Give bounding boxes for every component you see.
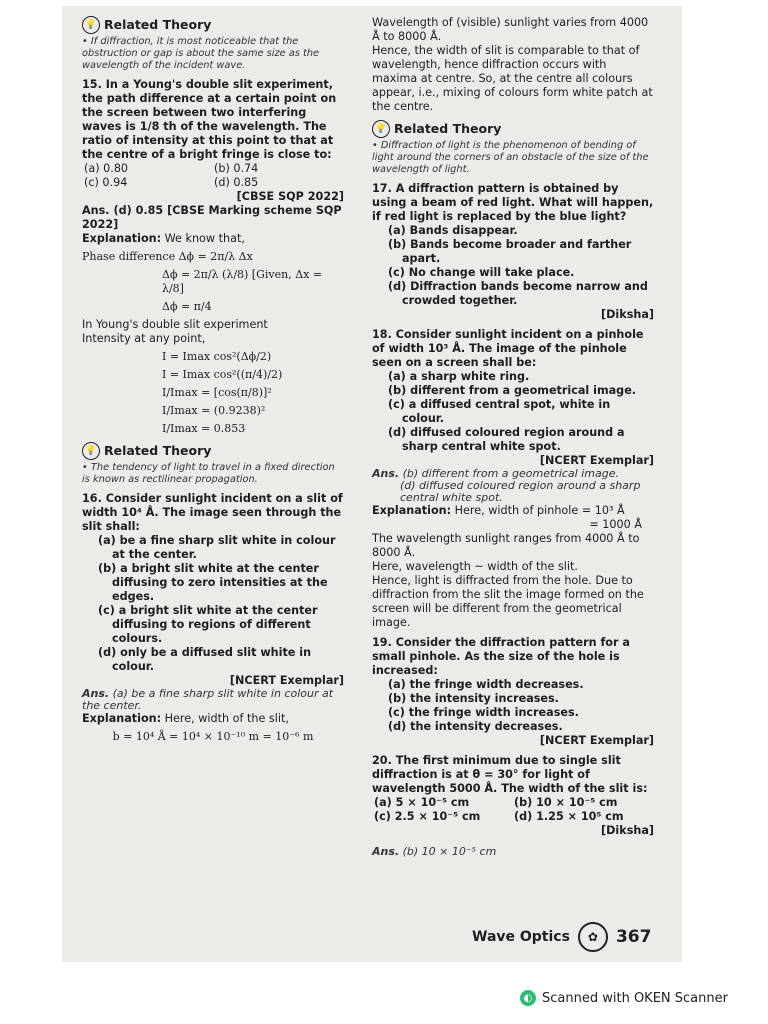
- flower-logo-icon: ✿: [578, 922, 608, 952]
- lightbulb-icon: 💡: [82, 442, 100, 460]
- equation: I/Imax = (0.9238)²: [162, 404, 266, 417]
- question-19: 19. Consider the diffraction pattern for a small pinhole. As the size of the hole is increased:: [372, 636, 630, 677]
- question-stem: A diffraction pattern is obtained by using a beam of red light. What will happen, if red light is replaced by the blue light?: [372, 182, 654, 223]
- equation: Δϕ = π/4: [162, 300, 212, 313]
- equation: = 1000 Å: [589, 518, 642, 531]
- source-tag: [Diksha]: [601, 824, 654, 837]
- explanation: Explanation: We know that,: [82, 232, 245, 245]
- answer-line: Ans. (b) 10 × 10⁻⁵ cm: [372, 845, 497, 858]
- question-18: 18. Consider sunlight incident on a pinhole of width 10³ Å. The image of the pinhole seen on a screen shall be:: [372, 328, 644, 369]
- option: (a) be a fine sharp slit white in colour at the center.: [98, 534, 336, 561]
- question-stem: Consider sunlight incident on a slit of width 10⁴ Å. The image seen through the slit shall:: [82, 492, 343, 533]
- option: (c) No change will take place.: [388, 266, 575, 279]
- option: (a) the fringe width decreases.: [388, 678, 584, 691]
- option: (d) only be a diffused slit white in colour.: [98, 646, 312, 673]
- equation: I = Imax cos²((π/4)/2): [162, 368, 283, 381]
- explanation: Explanation: Here, width of pinhole = 10³ Å: [372, 504, 625, 517]
- option: (d) 1.25 × 10⁵ cm: [514, 810, 624, 823]
- chapter-title: Wave Optics: [472, 929, 570, 945]
- oken-logo-icon: ◐: [520, 990, 536, 1006]
- source-tag: [NCERT Exemplar]: [229, 674, 344, 687]
- option: (b) different from a geometrical image.: [388, 384, 637, 397]
- related-theory-text: • The tendency of light to travel in a fixed direction is known as rectilinear propagation.: [82, 462, 335, 485]
- options-row: [374, 810, 654, 824]
- explanation: Explanation: Here, width of the slit,: [82, 712, 289, 725]
- question-stem: Consider the diffraction pattern for a small pinhole. As the size of the hole is increased:: [372, 636, 630, 677]
- option: (d) the intensity decreases.: [388, 720, 563, 733]
- equation: I = Imax cos²(Δϕ/2): [162, 350, 272, 363]
- equation: I/Imax = [cos(π/8)]²: [162, 386, 272, 399]
- answer-line: Ans. (d) 0.85 [CBSE Marking scheme SQP 2022]: [82, 204, 342, 231]
- option: (c) a bright slit white at the center diffusing to regions of different colours.: [98, 604, 318, 645]
- option: (c) a diffused central spot, white in colour.: [388, 398, 611, 425]
- scanner-watermark: [520, 990, 728, 1006]
- question-17: 17. A diffraction pattern is obtained by using a beam of red light. What will happen, if red light is replaced by the blue light?: [372, 182, 654, 223]
- source-tag: [CBSE SQP 2022]: [236, 190, 344, 203]
- option: (a) 0.80: [84, 162, 129, 175]
- question-stem: The first minimum due to single slit diffraction is at θ = 30° for light of wavelength 5000 Å. The width of the slit is:: [372, 754, 648, 795]
- question-stem: Consider sunlight incident on a pinhole of width 10³ Å. The image of the pinhole seen on a screen shall be:: [372, 328, 644, 369]
- option: (b) 0.74: [214, 162, 259, 175]
- option: (b) Bands become broader and farther apart.: [388, 238, 632, 265]
- option: (d) diffused coloured region around a sharp central white spot.: [388, 426, 625, 453]
- lightbulb-icon: 💡: [82, 16, 100, 34]
- option: (a) 5 × 10⁻⁵ cm: [374, 796, 470, 809]
- option: (c) 2.5 × 10⁻⁵ cm: [374, 810, 481, 823]
- body-text: In Young's double slit experiment: [82, 318, 268, 331]
- option: (a) a sharp white ring.: [388, 370, 530, 383]
- page-footer: [472, 922, 651, 952]
- body-text: Here, wavelength ~ width of the slit.: [372, 560, 578, 573]
- related-theory-text: • Diffraction of light is the phenomenon of bending of light around the corners of an obstacle of the size of the wavelength of light.: [372, 140, 649, 175]
- page-number: 367: [615, 927, 652, 947]
- right-column: [372, 16, 654, 858]
- related-theory-heading: 💡 Related Theory: [82, 442, 344, 460]
- answer-line: Ans. (a) be a fine sharp slit white in colour at the center.: [82, 687, 334, 712]
- source-tag: [NCERT Exemplar]: [539, 454, 654, 467]
- body-text: The wavelength sunlight ranges from 4000 Å to 8000 Å.: [372, 532, 640, 559]
- option: (d) Diffraction bands become narrow and crowded together.: [388, 280, 648, 307]
- body-text: Hence, the width of slit is comparable to that of wavelength, hence diffraction occurs with maxima at centre. So, at the centre all colours appear, i.e., mixing of colours form white patch at the centre.: [372, 44, 653, 113]
- option: (b) the intensity increases.: [388, 692, 559, 705]
- lightbulb-icon: 💡: [372, 120, 390, 138]
- related-theory-text: • If diffraction, it is most noticeable that the obstruction or gap is about the same size as the wavelength of the incident wave.: [82, 36, 320, 71]
- textbook-page: [62, 6, 682, 962]
- option: (c) 0.94: [84, 176, 128, 189]
- source-tag: [Diksha]: [601, 308, 654, 321]
- question-20: 20. The first minimum due to single slit diffraction is at θ = 30° for light of wavelength 5000 Å. The width of the slit is:: [372, 754, 648, 795]
- options-row: [374, 796, 654, 810]
- question-stem: In a Young's double slit experiment, the path difference at a certain point on the screen between two interfering waves is 1/8 th of the wavelength. The ratio of intensity at this point to that at the centre of a bright fringe is close to:: [82, 78, 337, 161]
- option: (b) 10 × 10⁻⁵ cm: [514, 796, 618, 809]
- related-theory-heading: 💡 Related Theory: [82, 16, 344, 34]
- option: (b) a bright slit white at the center diffusing to zero intensities at the edges.: [98, 562, 328, 603]
- source-tag: [NCERT Exemplar]: [539, 734, 654, 747]
- equation: Δϕ = 2π/λ (λ/8) [Given, Δx = λ/8]: [162, 268, 323, 295]
- left-column: [82, 16, 344, 748]
- option: (c) the fringe width increases.: [388, 706, 579, 719]
- option: (a) Bands disappear.: [388, 224, 518, 237]
- equation: Phase difference Δϕ = 2π/λ Δx: [82, 250, 253, 263]
- question-16: 16. Consider sunlight incident on a slit of width 10⁴ Å. The image seen through the slit shall:: [82, 492, 343, 533]
- option: (d) 0.85: [214, 176, 259, 189]
- body-text: Intensity at any point,: [82, 332, 206, 345]
- answer-line: (d) diffused coloured region around a sharp central white spot.: [400, 479, 641, 504]
- related-theory-heading: 💡 Related Theory: [372, 120, 654, 138]
- body-text: Wavelength of (visible) sunlight varies from 4000 Å to 8000 Å.: [372, 16, 649, 43]
- question-15: 15. In a Young's double slit experiment, the path difference at a certain point on the screen between two interfering waves is 1/8 th of the wavelength. The ratio of intensity at this point to that at the centre of a bright fringe is close to:: [82, 78, 337, 161]
- body-text: Hence, light is diffracted from the hole. Due to diffraction from the slit the image formed on the screen will be different from the geometrical image.: [372, 574, 644, 629]
- answer-line: Ans. (b) different from a geometrical image.: [372, 467, 619, 480]
- equation: I/Imax = 0.853: [162, 422, 246, 435]
- scanner-text: Scanned with OKEN Scanner: [542, 990, 728, 1006]
- equation: b = 10⁴ Å = 10⁴ × 10⁻¹⁰ m = 10⁻⁶ m: [112, 730, 314, 743]
- options-row: [84, 176, 344, 190]
- options-row: [84, 162, 344, 176]
